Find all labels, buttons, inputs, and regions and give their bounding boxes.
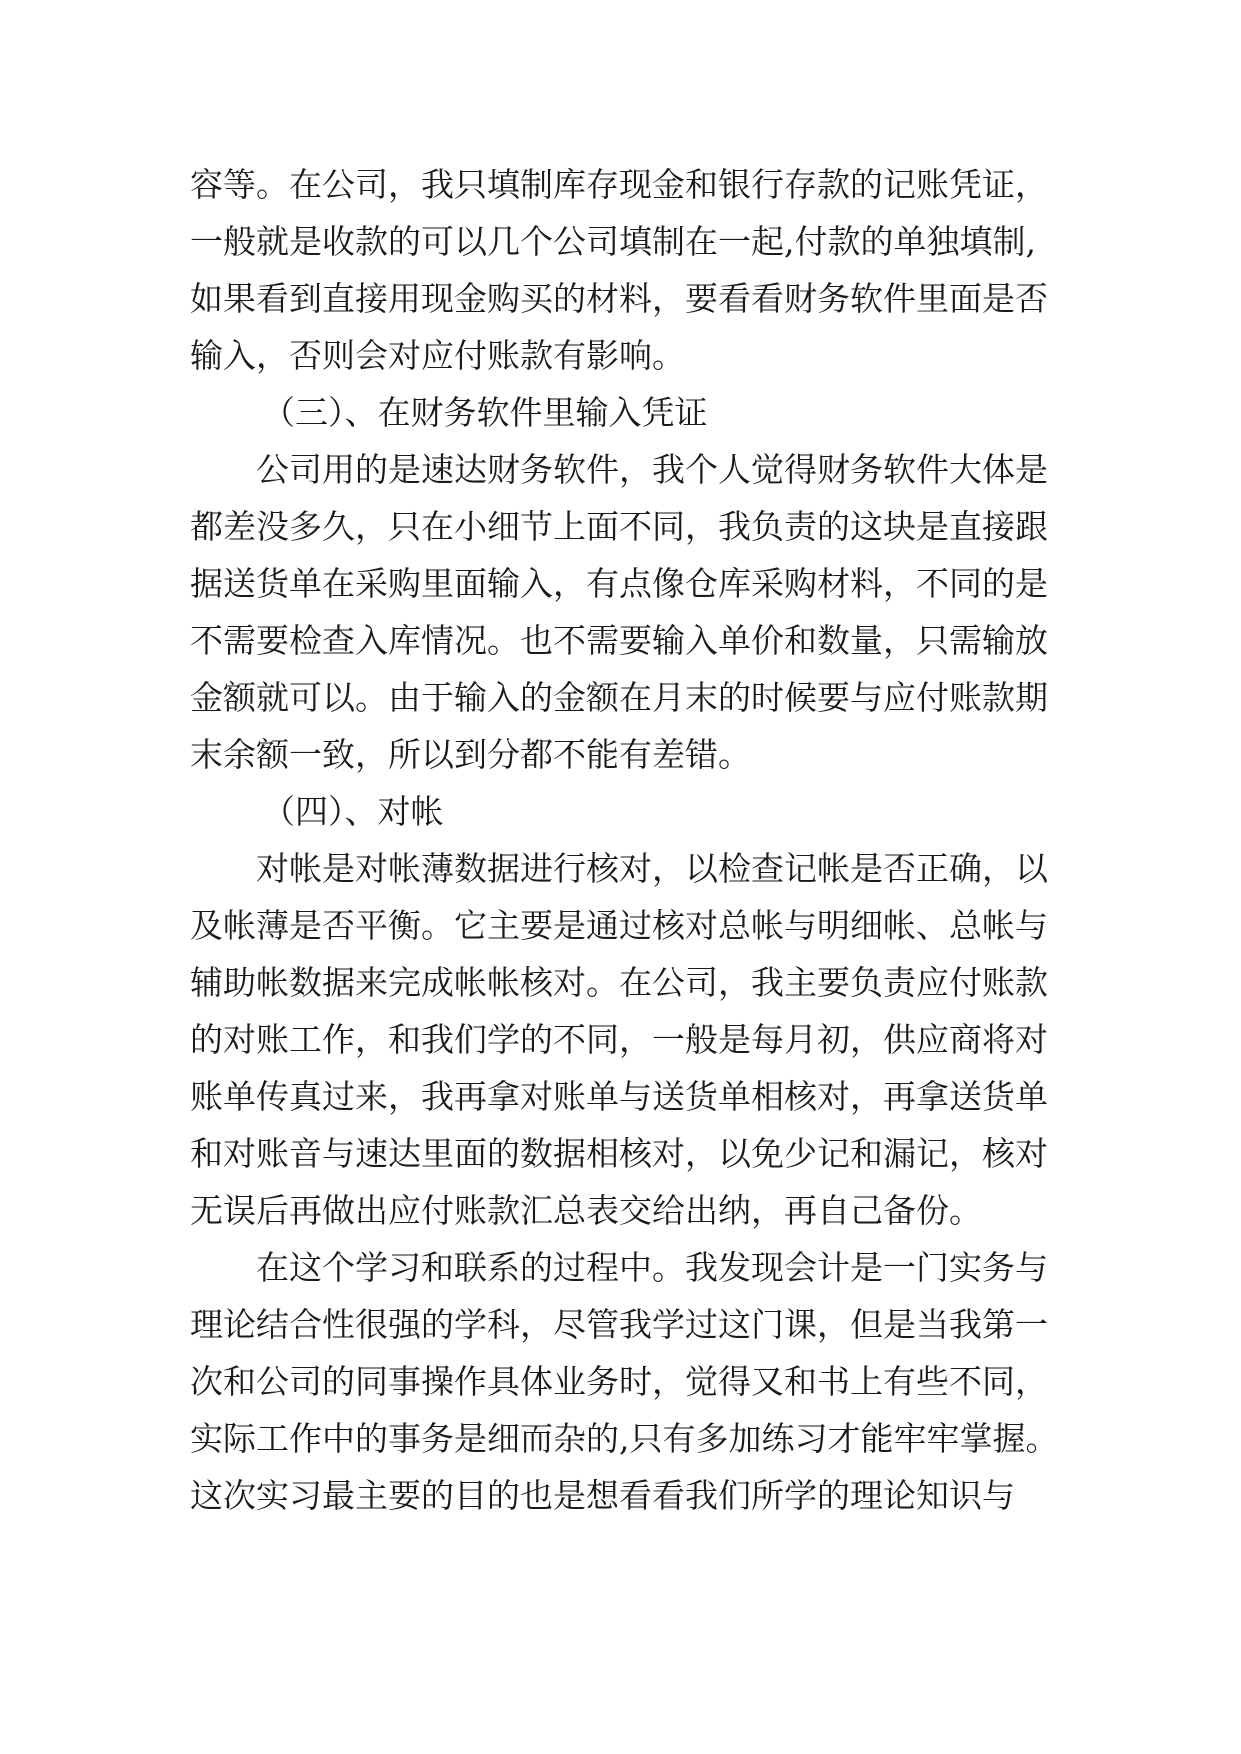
section-heading: （三）、在财务软件里输入凭证 (262, 393, 708, 432)
text-line: 如果看到直接用现金购买的材料，要看看财务软件里面是否 (190, 279, 1048, 318)
text-line: 及帐薄是否平衡。它主要是通过核对总帐与明细帐、总帐与 (190, 906, 1048, 945)
text-line: 理论结合性很强的学科，尽管我学过这门课，但是当我第一 (190, 1305, 1048, 1344)
text-line: 输入，否则会对应付账款有影响。 (190, 336, 685, 375)
text-line: 不需要检查入库情况。也不需要输入单价和数量，只需输放 (190, 621, 1048, 660)
text-line: 和对账音与速达里面的数据相核对，以免少记和漏记，核对 (190, 1134, 1048, 1173)
text-line: 据送货单在采购里面输入，有点像仓库采购材料，不同的是 (190, 564, 1048, 603)
paragraph-first-line: 公司用的是速达财务软件，我个人觉得财务软件大体是 (256, 450, 1048, 489)
text-line: 无误后再做出应付账款汇总表交给出纳，再自己备份。 (190, 1191, 982, 1230)
text-line: 金额就可以。由于输入的金额在月末的时候要与应付账款期 (190, 678, 1048, 717)
text-line: 这次实习最主要的目的也是想看看我们所学的理论知识与 (190, 1476, 1015, 1515)
text-line: 账单传真过来，我再拿对账单与送货单相核对，再拿送货单 (190, 1077, 1048, 1116)
text-line: 都差没多久，只在小细节上面不同，我负责的这块是直接跟 (190, 507, 1048, 546)
text-line: 末余额一致，所以到分都不能有差错。 (190, 735, 751, 774)
text-line: 的对账工作，和我们学的不同，一般是每月初，供应商将对 (190, 1020, 1048, 1059)
text-line: 辅助帐数据来完成帐帐核对。在公司，我主要负责应付账款 (190, 963, 1048, 1002)
text-line: 容等。在公司，我只填制库存现金和银行存款的记账凭证， (190, 165, 1048, 204)
text-line: 一般就是收款的可以几个公司填制在一起,付款的单独填制, (190, 222, 1036, 261)
paragraph-first-line: 在这个学习和联系的过程中。我发现会计是一门实务与 (256, 1248, 1048, 1287)
section-heading: （四）、对帐 (262, 792, 444, 831)
paragraph-first-line: 对帐是对帐薄数据进行核对，以检查记帐是否正确，以 (256, 849, 1048, 888)
text-line: 实际工作中的事务是细而杂的,只有多加练习才能牢牢掌握。 (190, 1419, 1059, 1458)
text-line: 次和公司的同事操作具体业务时，觉得又和书上有些不同， (190, 1362, 1048, 1401)
